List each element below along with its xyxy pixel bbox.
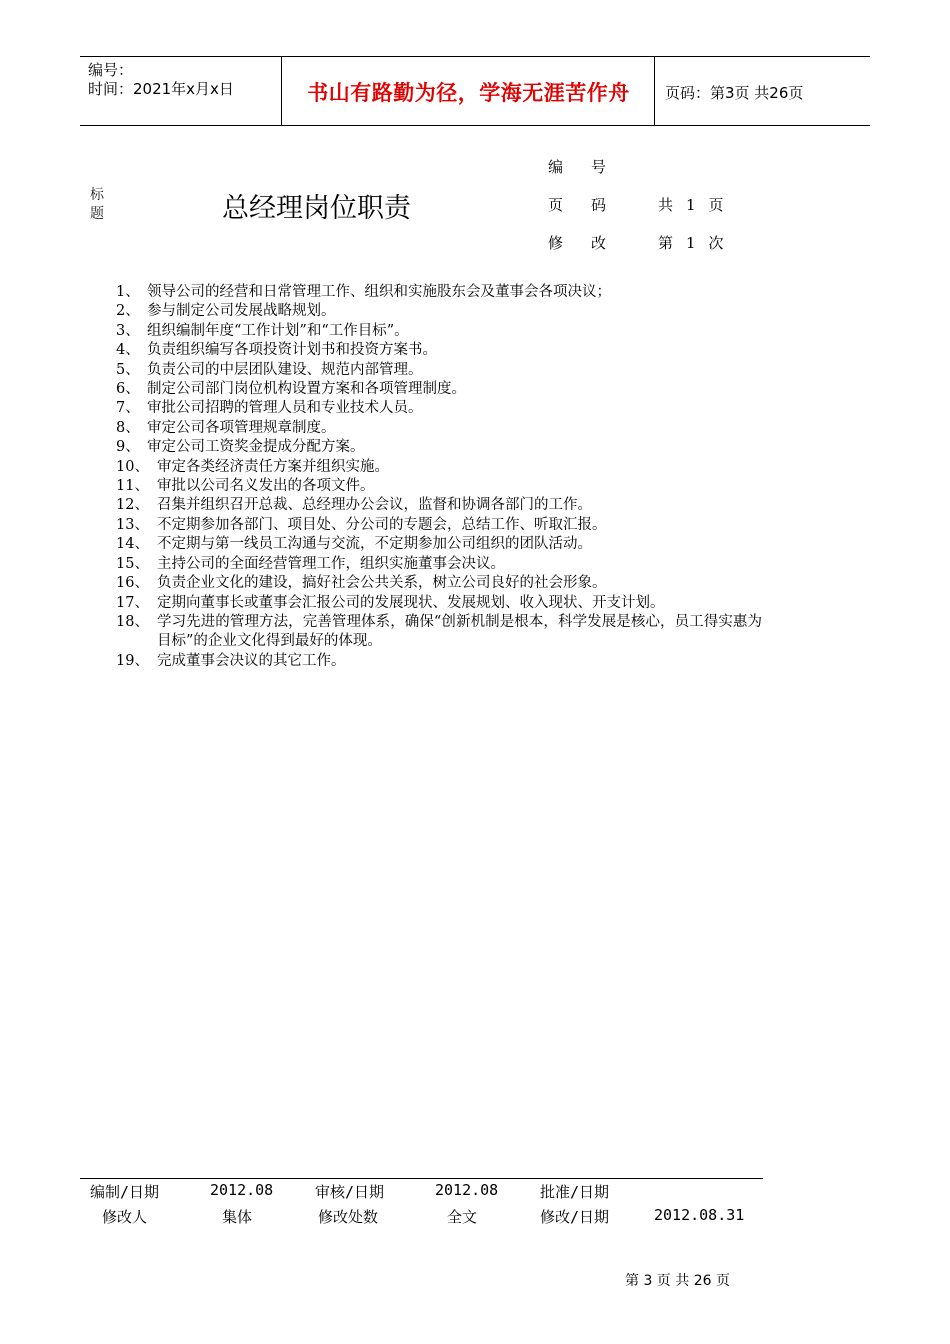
footer-divider [80, 1178, 763, 1179]
list-item [116, 477, 762, 496]
meta-value: 第1次 [658, 234, 737, 252]
page-title: 总经理岗位职责 [222, 193, 411, 224]
list-item-number: 16、 [116, 575, 149, 592]
list-item [116, 283, 762, 302]
list-item [116, 322, 762, 341]
list-item-number: 8、 [116, 419, 140, 436]
header-page-info: 页码：第3页 共26页 [665, 84, 804, 102]
duty-list [116, 283, 762, 671]
list-item [116, 419, 762, 438]
list-item-number: 1、 [116, 284, 140, 300]
footer-compiled-date: 2012.08 [210, 1181, 274, 1199]
list-item-number: 11、 [116, 478, 149, 495]
header-divider [654, 57, 655, 125]
header-time-label: 时间：2021年x月x日 [88, 80, 234, 98]
title-label [90, 186, 104, 224]
list-item [116, 380, 762, 399]
list-item-text: 参与制定公司发展战略规划。 [147, 303, 336, 320]
page-number: 第 3 页 共 26 页 [625, 1273, 730, 1289]
list-item [116, 555, 762, 574]
meta-label: 修改 [548, 234, 635, 252]
meta-label: 页码 [548, 196, 635, 214]
list-item [116, 652, 762, 671]
footer-changes-label: 修改处数 [318, 1208, 379, 1226]
list-item-text: 负责企业文化的建设，搞好社会公共关系，树立公司良好的社会形象。 [157, 575, 607, 592]
list-item-text: 审定公司各项管理规章制度。 [147, 419, 336, 436]
list-item-text: 组织编制年度“工作计划”和“工作目标”。 [147, 322, 409, 339]
list-item-text: 审批公司招聘的管理人员和专业技术人员。 [147, 400, 423, 417]
footer-modify-date-label: 修改/日期 [540, 1208, 610, 1226]
list-item-text: 制定公司部门岗位机构设置方案和各项管理制度。 [147, 381, 466, 398]
footer-approved-label: 批准/日期 [540, 1183, 610, 1201]
list-item-number: 2、 [116, 303, 140, 320]
list-item-number: 7、 [116, 400, 140, 417]
list-item-number: 14、 [116, 536, 149, 553]
header-meta [88, 61, 234, 99]
list-item-text: 审定各类经济责任方案并组织实施。 [157, 458, 389, 475]
list-item-number: 10、 [116, 458, 149, 475]
list-item [116, 535, 762, 554]
footer-modifier-label: 修改人 [102, 1208, 148, 1226]
list-item-number: 15、 [116, 555, 149, 572]
list-item-text: 完成董事会决议的其它工作。 [157, 652, 346, 669]
header-motto: 书山有路勤为径，学海无涯苦作舟 [307, 81, 630, 105]
list-item [116, 399, 762, 418]
list-item-text: 定期向董事长或董事会汇报公司的发展现状、发展规划、收入现状、开支计划。 [157, 594, 665, 611]
list-item-text: 不定期参加各部门、项目处、分公司的专题会，总结工作、听取汇报。 [157, 516, 607, 533]
list-item-text: 召集并组织召开总裁、总经理办公会议，监督和协调各部门的工作。 [157, 497, 592, 514]
list-item [116, 302, 762, 321]
footer-compiled-label: 编制/日期 [90, 1183, 160, 1201]
list-item-number: 3、 [116, 322, 140, 339]
list-item-number: 12、 [116, 497, 149, 514]
list-item [116, 574, 762, 593]
footer-reviewed-label: 审核/日期 [315, 1183, 385, 1201]
list-item [116, 438, 762, 457]
list-item-text: 负责组织编写各项投资计划书和投资方案书。 [147, 342, 437, 359]
list-item-text: 审批以公司名义发出的各项文件。 [157, 478, 375, 495]
list-item-number: 13、 [116, 516, 149, 533]
list-item [116, 458, 762, 477]
list-item-text: 学习先进的管理方法，完善管理体系，确保“创新机制是根本，科学发展是核心，员工得实惠为目标”的企业文化得到最好的体现。 [157, 613, 762, 650]
list-item-number: 18、 [116, 613, 149, 630]
meta-label: 编号 [548, 158, 635, 176]
list-item-number: 9、 [116, 439, 140, 456]
list-item-number: 4、 [116, 342, 140, 359]
list-item-number: 5、 [116, 361, 140, 378]
meta-value: 共1页 [658, 196, 737, 214]
title-label-char: 题 [90, 206, 104, 222]
list-item-text: 主持公司的全面经营管理工作，组织实施董事会决议。 [157, 555, 505, 572]
title-label-char: 标 [90, 187, 104, 203]
list-item-text: 领导公司的经营和日常管理工作、组织和实施股东会及董事会各项决议； [147, 284, 611, 300]
list-item [116, 516, 762, 535]
list-item [116, 341, 762, 360]
document-header [80, 56, 870, 126]
list-item-number: 6、 [116, 381, 140, 398]
footer-changes-value: 全文 [447, 1208, 478, 1226]
list-item-text: 不定期与第一线员工沟通与交流，不定期参加公司组织的团队活动。 [157, 536, 592, 553]
list-item [116, 594, 762, 613]
list-item-number: 17、 [116, 594, 149, 611]
footer-modifier-value: 集体 [222, 1208, 253, 1226]
header-number-label: 编号： [88, 61, 134, 79]
list-item-number: 19、 [116, 652, 149, 669]
list-item [116, 613, 762, 652]
footer-modify-date-value: 2012.08.31 [654, 1206, 745, 1224]
list-item [116, 361, 762, 380]
list-item-text: 负责公司的中层团队建设、规范内部管理。 [147, 361, 423, 378]
list-item-text: 审定公司工资奖金提成分配方案。 [147, 439, 365, 456]
list-item [116, 496, 762, 515]
footer-reviewed-date: 2012.08 [435, 1181, 499, 1199]
